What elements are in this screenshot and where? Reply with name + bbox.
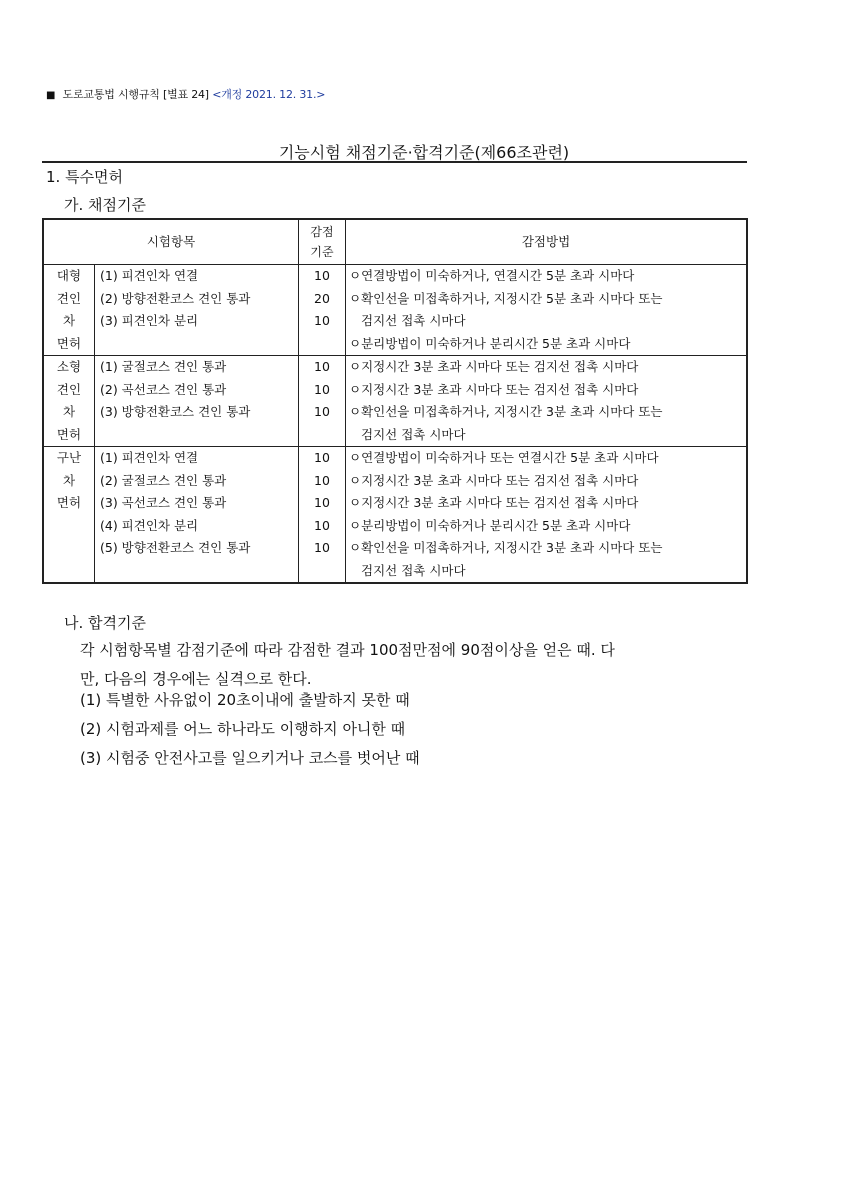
deduction-points: 10 10 10 10 10	[299, 447, 346, 584]
disqualify-item: (1) 특별한 사유없이 20초이내에 출발하지 못한 때	[80, 691, 410, 709]
deduction-methods: ㅇ연결방법이 미숙하거나 또는 연결시간 5분 초과 시마다 ㅇ지정시간 3분 초과 시마다 또는 검지선 접촉 시마다 ㅇ지정시간 3분 초과 시마다 또는 검지선 접촉 시마다 ㅇ분리방법이 미숙하거나 분리시간 5분 초과 시마다 ㅇ확인선을 미접촉하거나, 지정시간 3분 초과 시마다 또는 검지선 접촉 시마다	[346, 447, 748, 584]
pass-criteria-heading: 나. 합격기준	[64, 614, 146, 632]
table-row	[43, 356, 747, 447]
table-header-row	[43, 219, 747, 265]
document-title: 기능시험 채점기준·합격기준(제66조관련)	[278, 143, 570, 162]
section-1-heading: 1. 특수면허	[46, 168, 124, 186]
test-items: (1) 피견인차 연결 (2) 방향전환코스 견인 통과 (3) 피견인차 분리	[95, 265, 299, 356]
header-test-item: 시험항목	[43, 219, 299, 265]
document-header	[46, 86, 325, 102]
test-items: (1) 피견인차 연결 (2) 굴절코스 견인 통과 (3) 곡선코스 견인 통과 (4) 피견인차 분리 (5) 방향전환코스 견인 통과	[95, 447, 299, 584]
table-row	[43, 447, 747, 584]
amendment-date-link[interactable]: <개정 2021. 12. 31.>	[212, 88, 326, 101]
category-large-tow: 대형 견인 차 면허	[43, 265, 95, 356]
category-tow-truck: 구난 차 면허	[43, 447, 95, 584]
disqualify-item: (3) 시험중 안전사고를 일으키거나 코스를 벗어난 때	[80, 749, 420, 767]
header-law-reference: 도로교통법 시행규칙 [별표 24]	[62, 88, 209, 101]
pass-criteria-line-2: 만, 다음의 경우에는 실격으로 한다.	[80, 670, 312, 688]
scoring-criteria-heading: 가. 채점기준	[64, 196, 146, 214]
deduction-methods: ㅇ지정시간 3분 초과 시마다 또는 검지선 접촉 시마다 ㅇ지정시간 3분 초과 시마다 또는 검지선 접촉 시마다 ㅇ확인선을 미접촉하거나, 지정시간 3분 초과 시마다 또는 검지선 접촉 시마다	[346, 356, 748, 447]
header-deduction-points: 감점 기준	[299, 219, 346, 265]
deduction-points: 10 10 10	[299, 356, 346, 447]
document-title-block	[0, 140, 848, 163]
deduction-points: 10 20 10	[299, 265, 346, 356]
table-row	[43, 265, 747, 356]
disqualify-item: (2) 시험과제를 어느 하나라도 이행하지 아니한 때	[80, 720, 406, 738]
test-items: (1) 굴절코스 견인 통과 (2) 곡선코스 견인 통과 (3) 방향전환코스 견인 통과	[95, 356, 299, 447]
scoring-table	[42, 218, 748, 584]
header-square: ■	[46, 90, 56, 101]
pass-criteria-paragraph	[80, 636, 745, 694]
category-small-tow: 소형 견인 차 면허	[43, 356, 95, 447]
deduction-methods: ㅇ연결방법이 미숙하거나, 연결시간 5분 초과 시마다 ㅇ확인선을 미접촉하거나, 지정시간 5분 초과 시마다 또는 검지선 접촉 시마다 ㅇ분리방법이 미숙하거나 분리시간 5분 초과 시마다	[346, 265, 748, 356]
header-deduction-method: 감점방법	[346, 219, 748, 265]
title-divider	[42, 161, 747, 163]
pass-criteria-line-1: 각 시험항목별 감점기준에 따라 감점한 결과 100점만점에 90점이상을 얻은 때. 다	[80, 641, 615, 659]
